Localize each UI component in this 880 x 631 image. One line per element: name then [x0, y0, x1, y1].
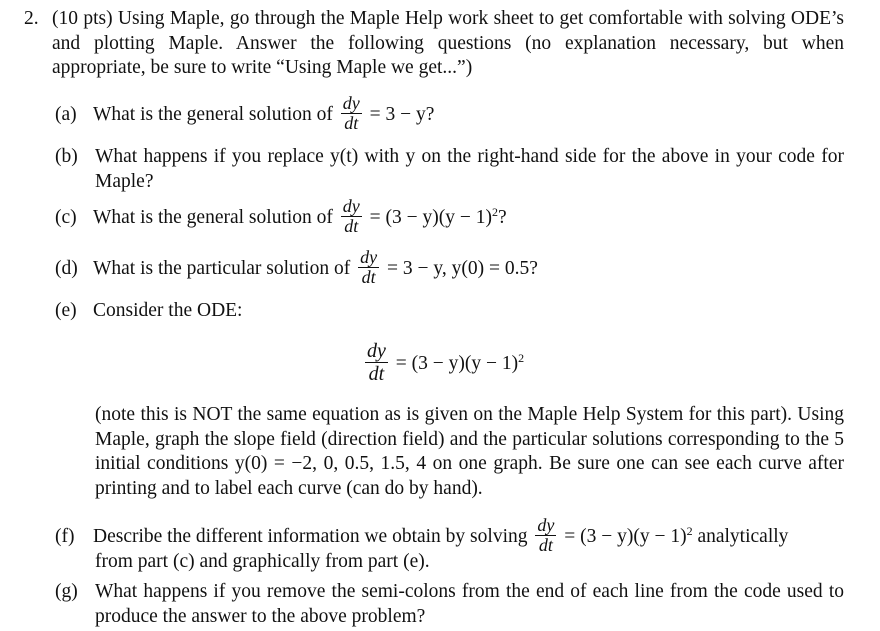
part-d-equation: = 3 − y, y(0) = 0.5? — [386, 257, 538, 279]
part-c-equation: = (3 − y)(y − 1) — [369, 206, 492, 228]
fraction-denominator: dt — [538, 535, 553, 555]
part-b-text: What happens if you replace y(t) with y on the right-hand side for the above in your code for Maple? — [95, 146, 844, 192]
problem-number: 2. — [24, 8, 39, 29]
part-c-fraction — [341, 197, 362, 236]
part-e-fraction — [365, 340, 388, 385]
part-f-prefix: Describe the different information we obtain by solving — [93, 525, 528, 547]
fraction-denominator: dt — [344, 216, 359, 236]
part-a-equation: = 3 − y? — [369, 103, 435, 125]
part-d-label: (d) — [55, 257, 78, 279]
part-f-line2: from part (c) and graphically from part (e). — [95, 551, 430, 572]
part-a-fraction — [341, 94, 362, 133]
fraction-denominator: dt — [361, 267, 376, 287]
problem-intro: (10 pts) Using Maple, go through the Maple Help work sheet to get comfortable with solving ODE’s and plotting Maple. Answer the following questions (no explanation necessary, but when appropriate, be sure to write “Using Maple we get...”) — [52, 8, 844, 78]
part-c-exponent: 2 — [492, 204, 498, 219]
part-c-label: (c) — [55, 206, 77, 228]
part-g-label: (g) — [55, 581, 78, 602]
part-e-heading — [55, 299, 242, 324]
part-f-suffix: analytically — [697, 525, 789, 547]
part-c-tail: ? — [498, 206, 507, 228]
part-f-label: (f) — [55, 525, 75, 547]
part-c-prefix: What is the general solution of — [93, 206, 333, 228]
part-a-prefix: What is the general solution of — [93, 103, 333, 125]
part-e-text: (note this is NOT the same equation as is given on the Maple Help System for this part). Using Maple, graph the slope field (direction field) and the particular solutions corresponding to the 5 initial conditions y(0) = −2, 0, 0.5, 1.5, 4 on one graph. Be sure one can see each curve after printing and to label each curve (can do by hand). — [95, 404, 844, 499]
fraction-numerator: dy — [342, 196, 360, 216]
part-e-exponent: 2 — [518, 350, 525, 365]
part-e-prefix: Consider the ODE: — [93, 300, 243, 321]
part-f-fraction — [535, 516, 556, 555]
fraction-numerator: dy — [360, 247, 378, 267]
part-c — [55, 196, 507, 238]
part-b-label: (b) — [55, 146, 78, 167]
part-f-exponent: 2 — [686, 523, 693, 538]
part-d-fraction — [358, 248, 379, 287]
part-f-equation: = (3 − y)(y − 1) — [564, 525, 687, 547]
part-d — [55, 247, 538, 289]
part-e-label: (e) — [55, 300, 77, 321]
fraction-numerator: dy — [342, 93, 360, 113]
part-a — [55, 93, 435, 135]
part-e-display-equation — [362, 342, 524, 387]
fraction-numerator: dy — [537, 515, 555, 535]
part-a-label: (a) — [55, 103, 77, 125]
part-g-text: What happens if you remove the semi-colons from the end of each line from the code used to produce the answer to the above problem? — [95, 581, 844, 627]
fraction-denominator: dt — [344, 113, 359, 133]
part-d-prefix: What is the particular solution of — [93, 257, 351, 279]
part-e-equation: = (3 − y)(y − 1) — [395, 352, 519, 374]
fraction-numerator: dy — [367, 340, 386, 362]
fraction-denominator: dt — [368, 363, 385, 385]
